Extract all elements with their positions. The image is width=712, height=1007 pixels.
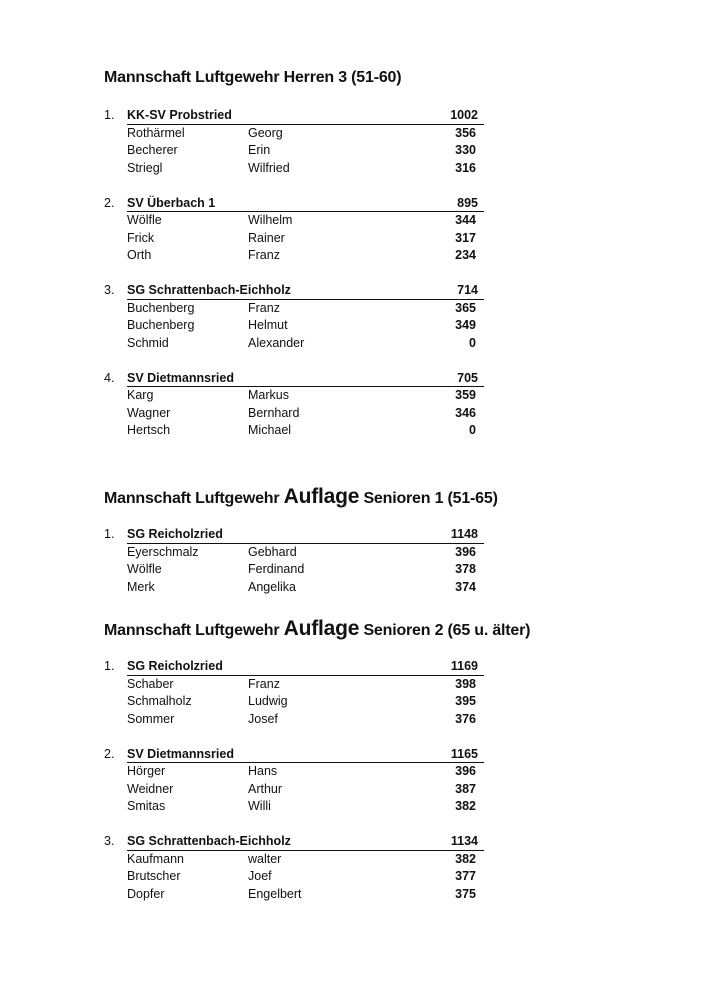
member-row — [104, 125, 484, 143]
member-row — [104, 212, 484, 230]
member-row — [104, 422, 484, 440]
member-last-name: Striegl — [127, 160, 163, 175]
member-last-name: Hertsch — [127, 423, 171, 437]
member-row — [104, 561, 484, 579]
member-row — [104, 544, 484, 562]
team-header — [104, 526, 484, 544]
member-first-name: Alexander — [248, 335, 305, 350]
member-last-name: Sommer — [127, 711, 175, 726]
member-score: 316 — [455, 160, 476, 175]
team-name: SV Dietmannsried — [127, 370, 234, 385]
member-row — [104, 676, 484, 694]
member-last-name: Eyerschmalz — [127, 544, 199, 559]
team-rank: 4. — [104, 370, 115, 385]
team-name: SV Dietmannsried — [127, 746, 234, 761]
member-score: 396 — [455, 764, 476, 778]
team-header — [104, 107, 484, 125]
member-last-name: Merk — [127, 579, 155, 594]
member-score: 359 — [455, 388, 476, 402]
member-last-name: Wagner — [127, 405, 171, 420]
member-first-name: Ferdinand — [248, 562, 305, 576]
team-header — [104, 282, 484, 300]
member-score: 344 — [455, 213, 476, 227]
team-total: 1002 — [450, 108, 478, 122]
team-name-row — [127, 107, 484, 125]
team-header — [104, 658, 484, 676]
member-first-name: Angelika — [248, 579, 296, 594]
member-last-name: Smitas — [127, 799, 166, 813]
member-row — [104, 387, 484, 405]
member-first-name: Ludwig — [248, 694, 288, 708]
member-first-name: Wilhelm — [248, 213, 293, 227]
team-rank: 2. — [104, 195, 115, 210]
member-score: 356 — [455, 125, 476, 140]
team-block — [104, 833, 484, 903]
member-first-name: walter — [248, 851, 282, 866]
member-first-name: Hans — [248, 764, 278, 778]
member-row — [104, 763, 484, 781]
team-block — [104, 282, 484, 352]
section-title — [104, 483, 498, 511]
member-first-name: Josef — [248, 711, 278, 726]
member-score: 0 — [469, 423, 476, 437]
member-first-name: Franz — [248, 300, 280, 315]
team-block — [104, 658, 484, 728]
member-last-name: Weidner — [127, 781, 174, 796]
member-last-name: Schmalholz — [127, 694, 192, 708]
member-score: 382 — [455, 851, 476, 866]
member-row — [104, 405, 484, 423]
member-score: 374 — [455, 579, 476, 594]
team-total: 705 — [457, 370, 478, 385]
section-herren-3 — [104, 64, 484, 457]
section-title-text: Mannschaft Luftgewehr Herren 3 (51-60) — [104, 69, 402, 86]
team-name-row — [127, 746, 484, 764]
member-last-name: Schaber — [127, 676, 174, 691]
member-last-name: Wölfle — [127, 562, 162, 576]
team-block — [104, 746, 484, 816]
member-row — [104, 851, 484, 869]
team-rank: 3. — [104, 834, 115, 848]
member-first-name: Erin — [248, 143, 271, 157]
member-score: 387 — [455, 781, 476, 796]
member-first-name: Markus — [248, 388, 289, 402]
section-title-text: Mannschaft Luftgewehr — [104, 490, 284, 507]
member-score: 0 — [469, 335, 476, 350]
team-name-row — [127, 282, 484, 300]
team-total: 895 — [457, 195, 478, 210]
team-header — [104, 833, 484, 851]
team-block — [104, 195, 484, 265]
member-score: 378 — [455, 562, 476, 576]
member-row — [104, 693, 484, 711]
member-score: 382 — [455, 799, 476, 813]
team-rank: 3. — [104, 283, 115, 297]
member-row — [104, 579, 484, 597]
member-last-name: Dopfer — [127, 886, 165, 901]
team-block — [104, 107, 484, 177]
team-name: SG Reicholzried — [127, 659, 223, 673]
team-rank: 1. — [104, 527, 115, 541]
section-auflage-senioren-1 — [104, 483, 498, 614]
section-title-text: Mannschaft Luftgewehr — [104, 622, 284, 639]
team-total: 1165 — [450, 746, 478, 761]
member-last-name: Schmid — [127, 335, 169, 350]
member-row — [104, 230, 484, 248]
member-last-name: Becherer — [127, 143, 178, 157]
team-header — [104, 746, 484, 764]
team-total: 1148 — [450, 527, 478, 541]
member-first-name: Willi — [248, 799, 271, 813]
team-rank: 2. — [104, 746, 115, 761]
team-header — [104, 370, 484, 388]
member-last-name: Frick — [127, 230, 155, 245]
member-row — [104, 317, 484, 335]
team-name-row — [127, 370, 484, 388]
member-score: 234 — [455, 248, 476, 262]
member-row — [104, 781, 484, 799]
member-score: 375 — [455, 886, 476, 901]
member-last-name: Wölfle — [127, 213, 162, 227]
section-title-suffix: Senioren 2 (65 u. älter) — [359, 622, 531, 639]
member-first-name: Rainer — [248, 230, 285, 245]
member-first-name: Georg — [248, 125, 283, 140]
member-first-name: Franz — [248, 248, 280, 262]
team-name: SG Reicholzried — [127, 527, 223, 541]
member-row — [104, 142, 484, 160]
member-row — [104, 335, 484, 353]
team-name: KK-SV Probstried — [127, 108, 232, 122]
member-row — [104, 160, 484, 178]
member-score: 376 — [455, 711, 476, 726]
member-score: 349 — [455, 318, 476, 332]
member-row — [104, 711, 484, 729]
team-name: SG Schrattenbach-Eichholz — [127, 834, 291, 848]
team-name-row — [127, 833, 484, 851]
member-first-name: Helmut — [248, 318, 288, 332]
team-total: 1169 — [450, 659, 478, 673]
member-last-name: Karg — [127, 388, 154, 402]
member-first-name: Arthur — [248, 781, 283, 796]
team-total: 714 — [457, 283, 478, 297]
team-rank: 1. — [104, 659, 115, 673]
member-first-name: Joef — [248, 869, 272, 883]
member-score: 317 — [455, 230, 476, 245]
member-last-name: Buchenberg — [127, 300, 195, 315]
member-first-name: Gebhard — [248, 544, 297, 559]
member-score: 330 — [455, 143, 476, 157]
member-row — [104, 247, 484, 265]
member-last-name: Hörger — [127, 764, 166, 778]
member-first-name: Wilfried — [248, 160, 290, 175]
member-score: 396 — [455, 544, 476, 559]
member-first-name: Engelbert — [248, 886, 302, 901]
section-auflage-senioren-2 — [104, 615, 531, 921]
member-last-name: Rothärmel — [127, 125, 185, 140]
member-last-name: Buchenberg — [127, 318, 195, 332]
member-score: 377 — [455, 869, 476, 883]
team-rank: 1. — [104, 108, 115, 122]
team-name: SG Schrattenbach-Eichholz — [127, 283, 291, 297]
section-title-emphasis: Auflage — [283, 617, 360, 640]
team-header — [104, 195, 484, 213]
section-title — [104, 64, 484, 92]
team-name-row — [127, 526, 484, 544]
member-score: 365 — [455, 300, 476, 315]
member-row — [104, 300, 484, 318]
team-name-row — [127, 658, 484, 676]
member-first-name: Bernhard — [248, 405, 300, 420]
member-last-name: Kaufmann — [127, 851, 184, 866]
member-score: 346 — [455, 405, 476, 420]
member-first-name: Michael — [248, 423, 292, 437]
team-name: SV Überbach 1 — [127, 195, 216, 210]
team-block — [104, 370, 484, 440]
member-first-name: Franz — [248, 676, 280, 691]
member-last-name: Brutscher — [127, 869, 181, 883]
member-row — [104, 886, 484, 904]
team-name-row — [127, 195, 484, 213]
member-row — [104, 798, 484, 816]
team-block — [104, 526, 484, 596]
member-row — [104, 868, 484, 886]
member-score: 398 — [455, 676, 476, 691]
section-title-emphasis: Auflage — [283, 485, 360, 508]
member-score: 395 — [455, 694, 476, 708]
team-total: 1134 — [450, 834, 478, 848]
section-title-suffix: Senioren 1 (51-65) — [359, 490, 498, 507]
member-last-name: Orth — [127, 248, 152, 262]
section-title — [104, 615, 531, 643]
